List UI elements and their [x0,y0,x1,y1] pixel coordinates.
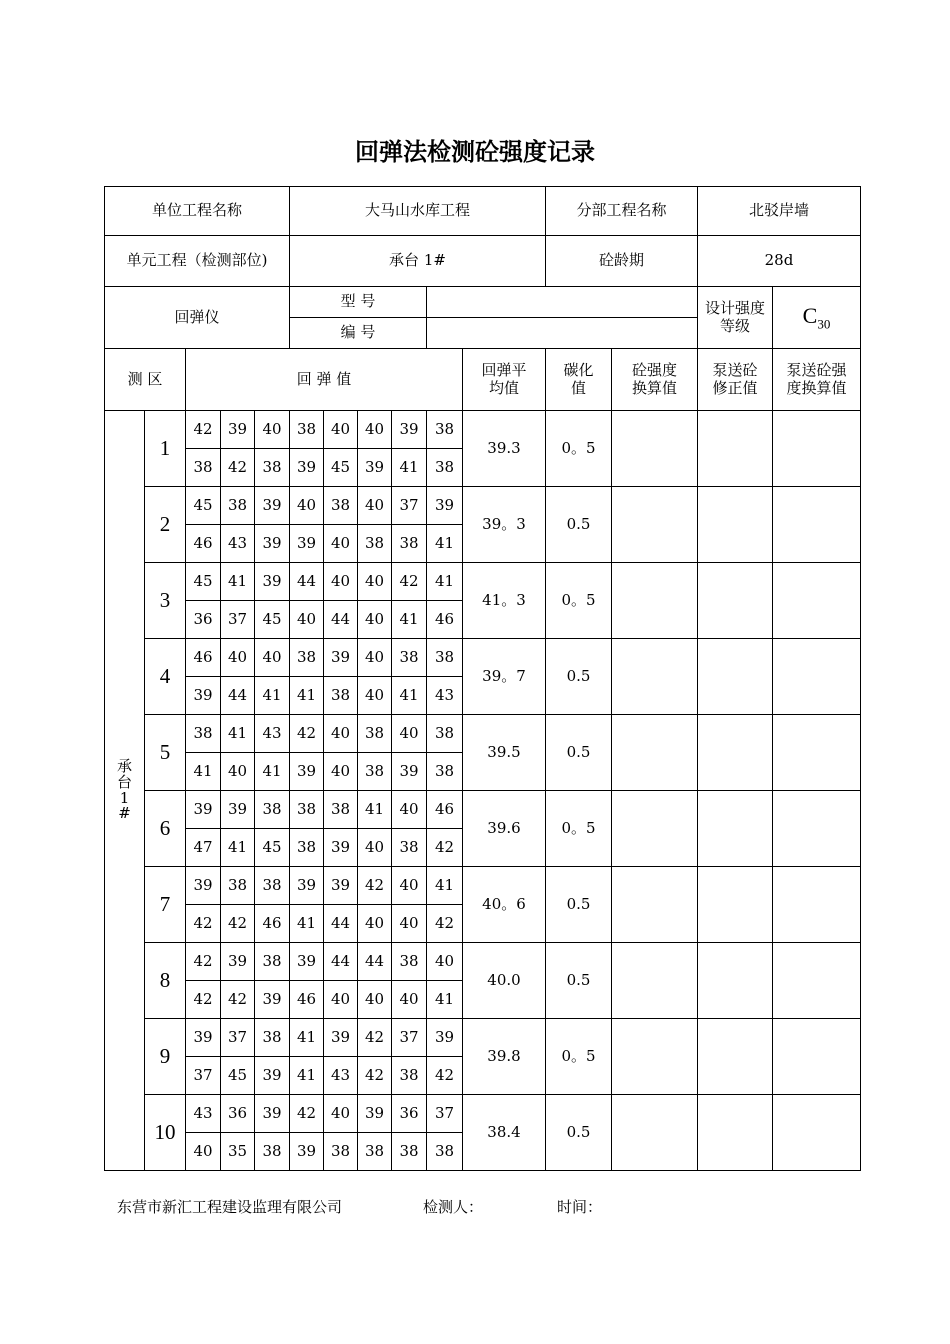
division-label: 分部工程名称 [546,187,698,236]
rebound-value: 38 [392,525,427,563]
rebound-value: 39 [221,943,255,981]
conversion-value [612,943,698,1019]
rebound-value: 45 [255,601,290,639]
table-row [105,639,861,677]
rebound-value: 39 [324,639,358,677]
rebound-value: 38 [392,829,427,867]
rebound-value: 44 [324,943,358,981]
rebound-value: 46 [255,905,290,943]
rebound-value: 40 [358,411,392,449]
rebound-value: 36 [221,1095,255,1133]
rebound-value: 40 [186,1133,221,1171]
zone-number: 4 [145,639,186,715]
rebound-value: 40 [392,981,427,1019]
rebound-value: 39 [255,1095,290,1133]
rebound-value: 42 [186,981,221,1019]
rebound-value: 39 [255,525,290,563]
zone-number: 5 [145,715,186,791]
element-label: 单元工程（检测部位) [105,236,290,287]
carbonation-value: 0.5 [546,1095,612,1171]
rebound-value: 38 [427,639,463,677]
conversion-value [612,639,698,715]
pump-correction-value [698,1019,773,1095]
rebound-value: 40 [324,981,358,1019]
side-label-char: 承 [116,757,132,775]
conversion-value [612,867,698,943]
rebound-value: 38 [427,1133,463,1171]
rebound-value: 40 [358,563,392,601]
pump-correction-value [698,943,773,1019]
rebound-value: 42 [186,943,221,981]
rebound-value: 38 [221,487,255,525]
table-row [105,411,861,449]
grade-main: C [802,302,818,328]
average-value: 39.6 [463,791,546,867]
rebound-value: 39 [392,411,427,449]
rebound-value: 43 [186,1095,221,1133]
model-value [427,287,698,318]
rebound-value: 40 [358,981,392,1019]
rebound-value: 41 [290,905,324,943]
rebound-value: 46 [186,525,221,563]
rebound-value: 39 [290,867,324,905]
conversion-header: 砼强度 换算值 [612,349,698,411]
table-row [105,943,861,981]
average-value: 39。3 [463,487,546,563]
rebound-value: 45 [186,487,221,525]
rebound-value: 41 [358,791,392,829]
record-table [104,186,861,1171]
pump-conversion-value [773,1095,861,1171]
rebound-value: 39 [255,1057,290,1095]
rebound-value: 39 [392,753,427,791]
zone-number: 1 [145,411,186,487]
rebound-value: 44 [290,563,324,601]
rebound-value: 40 [358,487,392,525]
zone-header: 测 区 [105,349,186,411]
rebound-value: 39 [221,791,255,829]
rebound-value: 44 [324,601,358,639]
pump-conversion-value [773,1019,861,1095]
rebound-value: 36 [186,601,221,639]
rebound-value: 38 [290,829,324,867]
table-row [105,1019,861,1057]
age-label: 砼龄期 [546,236,698,287]
inspector-label: 检测人： [423,1198,484,1216]
rebound-value: 38 [290,791,324,829]
zone-number: 7 [145,867,186,943]
rebound-value: 42 [358,1019,392,1057]
instrument-label: 回弹仪 [105,287,290,349]
carbonation-value: 0.5 [546,487,612,563]
rebound-value: 38 [324,1133,358,1171]
rebound-value: 37 [221,1019,255,1057]
average-value: 39。7 [463,639,546,715]
rebound-value: 38 [324,791,358,829]
rebound-value: 40 [221,753,255,791]
unit-project-label: 单位工程名称 [105,187,290,236]
rebound-value: 38 [358,1133,392,1171]
zone-number: 3 [145,563,186,639]
rebound-value: 40 [392,867,427,905]
rebound-value: 40 [427,943,463,981]
rebound-value: 37 [427,1095,463,1133]
rebound-value: 38 [290,411,324,449]
pump-conversion-value [773,487,861,563]
rebound-value: 38 [255,1133,290,1171]
table-row [105,867,861,905]
conversion-value [612,715,698,791]
rebound-header: 回 弹 值 [186,349,463,411]
rebound-value: 45 [255,829,290,867]
rebound-value: 43 [324,1057,358,1095]
rebound-value: 37 [221,601,255,639]
table-row [105,791,861,829]
rebound-value: 42 [427,829,463,867]
rebound-value: 38 [427,411,463,449]
rebound-value: 41 [290,1019,324,1057]
rebound-value: 38 [427,449,463,487]
table-row [105,563,861,601]
rebound-value: 35 [221,1133,255,1171]
rebound-value: 40 [255,639,290,677]
rebound-value: 41 [221,715,255,753]
rebound-value: 38 [358,753,392,791]
rebound-value: 38 [324,487,358,525]
pump-conversion-value [773,943,861,1019]
rebound-value: 39 [324,1019,358,1057]
rebound-value: 37 [392,1019,427,1057]
company-name: 东营市新汇工程建设监理有限公司 [117,1198,343,1216]
rebound-value: 40 [358,905,392,943]
zone-number: 2 [145,487,186,563]
pump-conversion-header: 泵送砼强 度换算值 [773,349,861,411]
rebound-value: 42 [186,411,221,449]
table-row [105,487,861,525]
rebound-value: 41 [427,563,463,601]
zone-number: 10 [145,1095,186,1171]
rebound-value: 40 [358,677,392,715]
rebound-value: 40 [392,791,427,829]
carbonation-value: 0.5 [546,715,612,791]
rebound-value: 38 [358,715,392,753]
rebound-value: 42 [221,449,255,487]
rebound-value: 39 [324,867,358,905]
rebound-value: 37 [392,487,427,525]
rebound-value: 41 [427,981,463,1019]
rebound-value: 40 [392,715,427,753]
rebound-value: 42 [221,905,255,943]
rebound-value: 41 [290,1057,324,1095]
rebound-value: 41 [392,601,427,639]
pump-conversion-value [773,563,861,639]
serial-value [427,318,698,349]
average-value: 39.8 [463,1019,546,1095]
rebound-value: 38 [427,753,463,791]
rebound-value: 39 [186,1019,221,1057]
rebound-value: 38 [221,867,255,905]
rebound-value: 37 [186,1057,221,1095]
average-value: 40。6 [463,867,546,943]
rebound-value: 38 [186,449,221,487]
rebound-value: 41 [392,677,427,715]
rebound-value: 42 [290,1095,324,1133]
rebound-value: 42 [427,1057,463,1095]
side-label-char: 1 [119,788,130,807]
rebound-value: 40 [324,753,358,791]
conversion-value [612,411,698,487]
rebound-value: 38 [255,1019,290,1057]
rebound-value: 43 [255,715,290,753]
rebound-value: 38 [324,677,358,715]
average-value: 39.5 [463,715,546,791]
rebound-value: 39 [290,525,324,563]
rebound-value: 43 [427,677,463,715]
grade-value [773,287,861,349]
rebound-value: 39 [186,677,221,715]
pump-correction-value [698,487,773,563]
side-label-char: 台 [116,772,132,791]
rebound-value: 40 [290,601,324,639]
pump-conversion-value [773,715,861,791]
conversion-value [612,487,698,563]
rebound-value: 38 [392,639,427,677]
rebound-value: 45 [324,449,358,487]
carbonation-value: 0。5 [546,411,612,487]
carbonation-value: 0.5 [546,639,612,715]
rebound-value: 39 [221,411,255,449]
division-value: 北驳岸墙 [698,187,861,236]
rebound-value: 39 [358,1095,392,1133]
pump-conversion-value [773,639,861,715]
rebound-value: 39 [427,1019,463,1057]
conversion-value [612,791,698,867]
zone-number: 6 [145,791,186,867]
rebound-value: 39 [324,829,358,867]
rebound-value: 44 [324,905,358,943]
rebound-value: 41 [427,525,463,563]
rebound-value: 38 [358,525,392,563]
carbonation-header: 碳化 值 [546,349,612,411]
rebound-value: 40 [324,411,358,449]
pump-correction-value [698,639,773,715]
rebound-value: 39 [186,791,221,829]
carbonation-value: 0。5 [546,1019,612,1095]
rebound-value: 46 [427,791,463,829]
element-value: 承台 1# [290,236,546,287]
rebound-value: 39 [290,449,324,487]
carbonation-value: 0。5 [546,791,612,867]
pump-correction-value [698,791,773,867]
pump-correction-value [698,563,773,639]
rebound-value: 40 [324,715,358,753]
rebound-value: 40 [221,639,255,677]
rebound-value: 39 [358,449,392,487]
unit-project-value: 大马山水库工程 [290,187,546,236]
time-label: 时间： [557,1198,603,1216]
rebound-value: 38 [290,639,324,677]
rebound-value: 38 [255,943,290,981]
side-label-char: # [118,804,131,823]
carbonation-value: 0.5 [546,943,612,1019]
rebound-value: 43 [221,525,255,563]
rebound-value: 41 [290,677,324,715]
rebound-value: 46 [427,601,463,639]
rebound-value: 47 [186,829,221,867]
rebound-value: 40 [392,905,427,943]
rebound-value: 39 [255,563,290,601]
rebound-value: 38 [392,1133,427,1171]
rebound-value: 40 [324,525,358,563]
pump-correction-value [698,715,773,791]
page-title: 回弹法检测砼强度记录 [355,138,595,166]
zone-number: 8 [145,943,186,1019]
side-label [105,411,145,1171]
carbonation-value: 0.5 [546,867,612,943]
rebound-value: 40 [290,487,324,525]
rebound-value: 39 [290,943,324,981]
rebound-value: 42 [358,1057,392,1095]
rebound-value: 40 [358,639,392,677]
rebound-value: 40 [358,601,392,639]
rebound-value: 42 [290,715,324,753]
rebound-value: 38 [186,715,221,753]
rebound-value: 41 [427,867,463,905]
pump-conversion-value [773,411,861,487]
table-row [105,715,861,753]
rebound-value: 39 [290,1133,324,1171]
rebound-value: 38 [255,867,290,905]
rebound-value: 38 [392,943,427,981]
rebound-value: 41 [186,753,221,791]
rebound-value: 42 [358,867,392,905]
rebound-value: 41 [221,563,255,601]
rebound-value: 44 [221,677,255,715]
conversion-value [612,1019,698,1095]
rebound-value: 39 [186,867,221,905]
rebound-value: 40 [324,563,358,601]
rebound-value: 41 [255,677,290,715]
pump-correction-value [698,411,773,487]
pump-correction-value [698,1095,773,1171]
grade-label: 设计强度等级 [698,287,773,349]
rebound-value: 41 [255,753,290,791]
rebound-value: 39 [255,487,290,525]
rebound-value: 40 [255,411,290,449]
rebound-value: 39 [255,981,290,1019]
rebound-value: 38 [255,449,290,487]
rebound-value: 45 [221,1057,255,1095]
rebound-value: 46 [290,981,324,1019]
rebound-value: 44 [358,943,392,981]
rebound-value: 42 [392,563,427,601]
rebound-value: 41 [392,449,427,487]
rebound-value: 42 [221,981,255,1019]
rebound-value: 45 [186,563,221,601]
table-row [105,1095,861,1133]
average-value: 38.4 [463,1095,546,1171]
pump-correction-value [698,867,773,943]
pump-conversion-value [773,791,861,867]
rebound-value: 38 [255,791,290,829]
rebound-value: 36 [392,1095,427,1133]
rebound-value: 46 [186,639,221,677]
rebound-value: 42 [427,905,463,943]
model-label: 型 号 [290,287,427,318]
serial-label: 编 号 [290,318,427,349]
carbonation-value: 0。5 [546,563,612,639]
pump-correction-header: 泵送砼 修正值 [698,349,773,411]
zone-number: 9 [145,1019,186,1095]
rebound-value: 41 [221,829,255,867]
rebound-value: 40 [358,829,392,867]
age-value: 28d [698,236,861,287]
conversion-value [612,563,698,639]
rebound-value: 42 [186,905,221,943]
rebound-value: 39 [427,487,463,525]
conversion-value [612,1095,698,1171]
avg-header: 回弹平 均值 [463,349,546,411]
average-value: 39.3 [463,411,546,487]
rebound-value: 39 [290,753,324,791]
average-value: 40.0 [463,943,546,1019]
grade-sub: 30 [817,316,831,332]
average-value: 41。3 [463,563,546,639]
rebound-value: 38 [392,1057,427,1095]
rebound-value: 40 [324,1095,358,1133]
pump-conversion-value [773,867,861,943]
rebound-value: 38 [427,715,463,753]
